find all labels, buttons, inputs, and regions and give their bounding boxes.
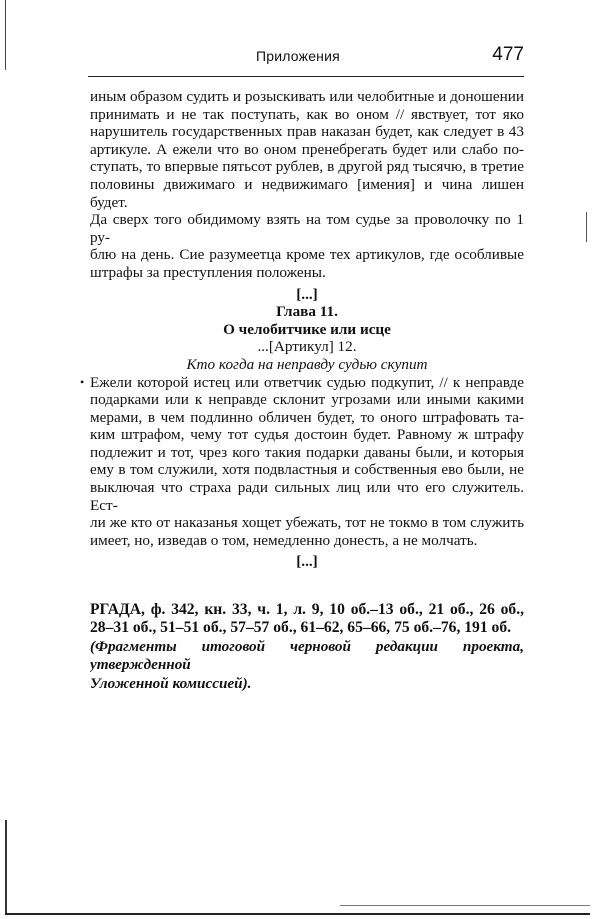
note-line: (Фрагменты итоговой черновой редакции проекта, утвержденной xyxy=(90,637,524,674)
source-note xyxy=(90,638,524,693)
text-line: нарушитель государственных прав наказан будет, как следует в 43 xyxy=(90,123,524,141)
page-header xyxy=(88,40,524,72)
bullet-icon: • xyxy=(80,374,85,389)
scan-edge-bottom xyxy=(5,913,590,915)
text-line: Ежели которой истец или ответчик судью подкупит, // к неправде xyxy=(90,373,524,391)
header-rule xyxy=(88,76,524,77)
text-line: имеет, но, изведав о том, немедленно донесть, а не молчать. xyxy=(90,531,478,549)
article-heading: Кто когда на неправду судью скупит xyxy=(186,355,428,373)
scan-edge-bottom-right xyxy=(340,905,590,906)
text-line: штрафы за преступления положены. xyxy=(90,263,326,281)
text-line: Да сверх того обидимому взять на том судье за проволочку по 1 ру- xyxy=(90,211,524,246)
ellipsis-marker: [...] xyxy=(296,285,318,303)
text-line: подарками или к неправде склонит угрозами или иными какими xyxy=(90,391,524,409)
page-number: 477 xyxy=(492,44,524,65)
text-line: ким штрафом, чему тот судья достоин будет. Равному ж штрафу xyxy=(90,426,524,444)
text-line: ему в том служили, хотя подвластныя и собственныя ево были, не xyxy=(90,461,524,479)
scan-edge-left-top xyxy=(5,0,6,70)
text-line: ли же кто от наказанья хощет убежать, тот не токмо в том служить xyxy=(90,514,524,532)
chapter-subtitle: О челобитчике или исце xyxy=(223,320,391,338)
chapter-title: Глава 11. xyxy=(276,303,338,321)
text-line: иным образом судить и розыскивать или челобитные и доношении xyxy=(90,88,524,105)
text-line: выключая что страха ради сильных лиц или что его служитель. Ест- xyxy=(90,479,524,514)
scan-edge-right-mark xyxy=(586,212,587,242)
main-text xyxy=(80,88,524,693)
text-line: мерами, в чем подлинно обличен будет, то оного штрафовать та- xyxy=(90,408,524,426)
text-line: принимать и не так поступать, как во оном // явствует, тот яко xyxy=(90,105,524,123)
source-citation xyxy=(90,601,524,638)
text-line: половины движимаго и недвижимаго [имения] и чина лишен будет. xyxy=(90,175,524,211)
scan-edge-left-bottom xyxy=(5,820,7,915)
citation-line: 28–31 об., 51–51 об., 57–57 об., 61–62, 65–66, 75 об.–76, 191 об. xyxy=(90,619,512,637)
text-line: ступать, то впервые пятьсот рублев, в другой ряд тысячю, в третие xyxy=(90,158,524,176)
intro-paragraph xyxy=(90,88,524,282)
running-title: Приложения xyxy=(256,48,340,64)
citation-line: РГАДА, ф. 342, кн. 33, ч. 1, л. 9, 10 об.–13 об., 21 об., 26 об., xyxy=(90,601,524,619)
article-label: ...[Артикул] 12. xyxy=(257,338,357,356)
text-line: подлежит и тот, чрез кого такия подарки даваны были, и которыя xyxy=(90,443,524,461)
note-line: Уложенной комиссией). xyxy=(90,674,252,692)
article-paragraph xyxy=(80,373,524,550)
text-line: артикуле. А ежели что во оном пренебрегать будет или слабо по- xyxy=(90,140,524,158)
text-line: блю на день. Сие разумеетца кроме тех артикулов, где особливые xyxy=(90,246,524,264)
ellipsis-marker: [...] xyxy=(296,553,318,571)
